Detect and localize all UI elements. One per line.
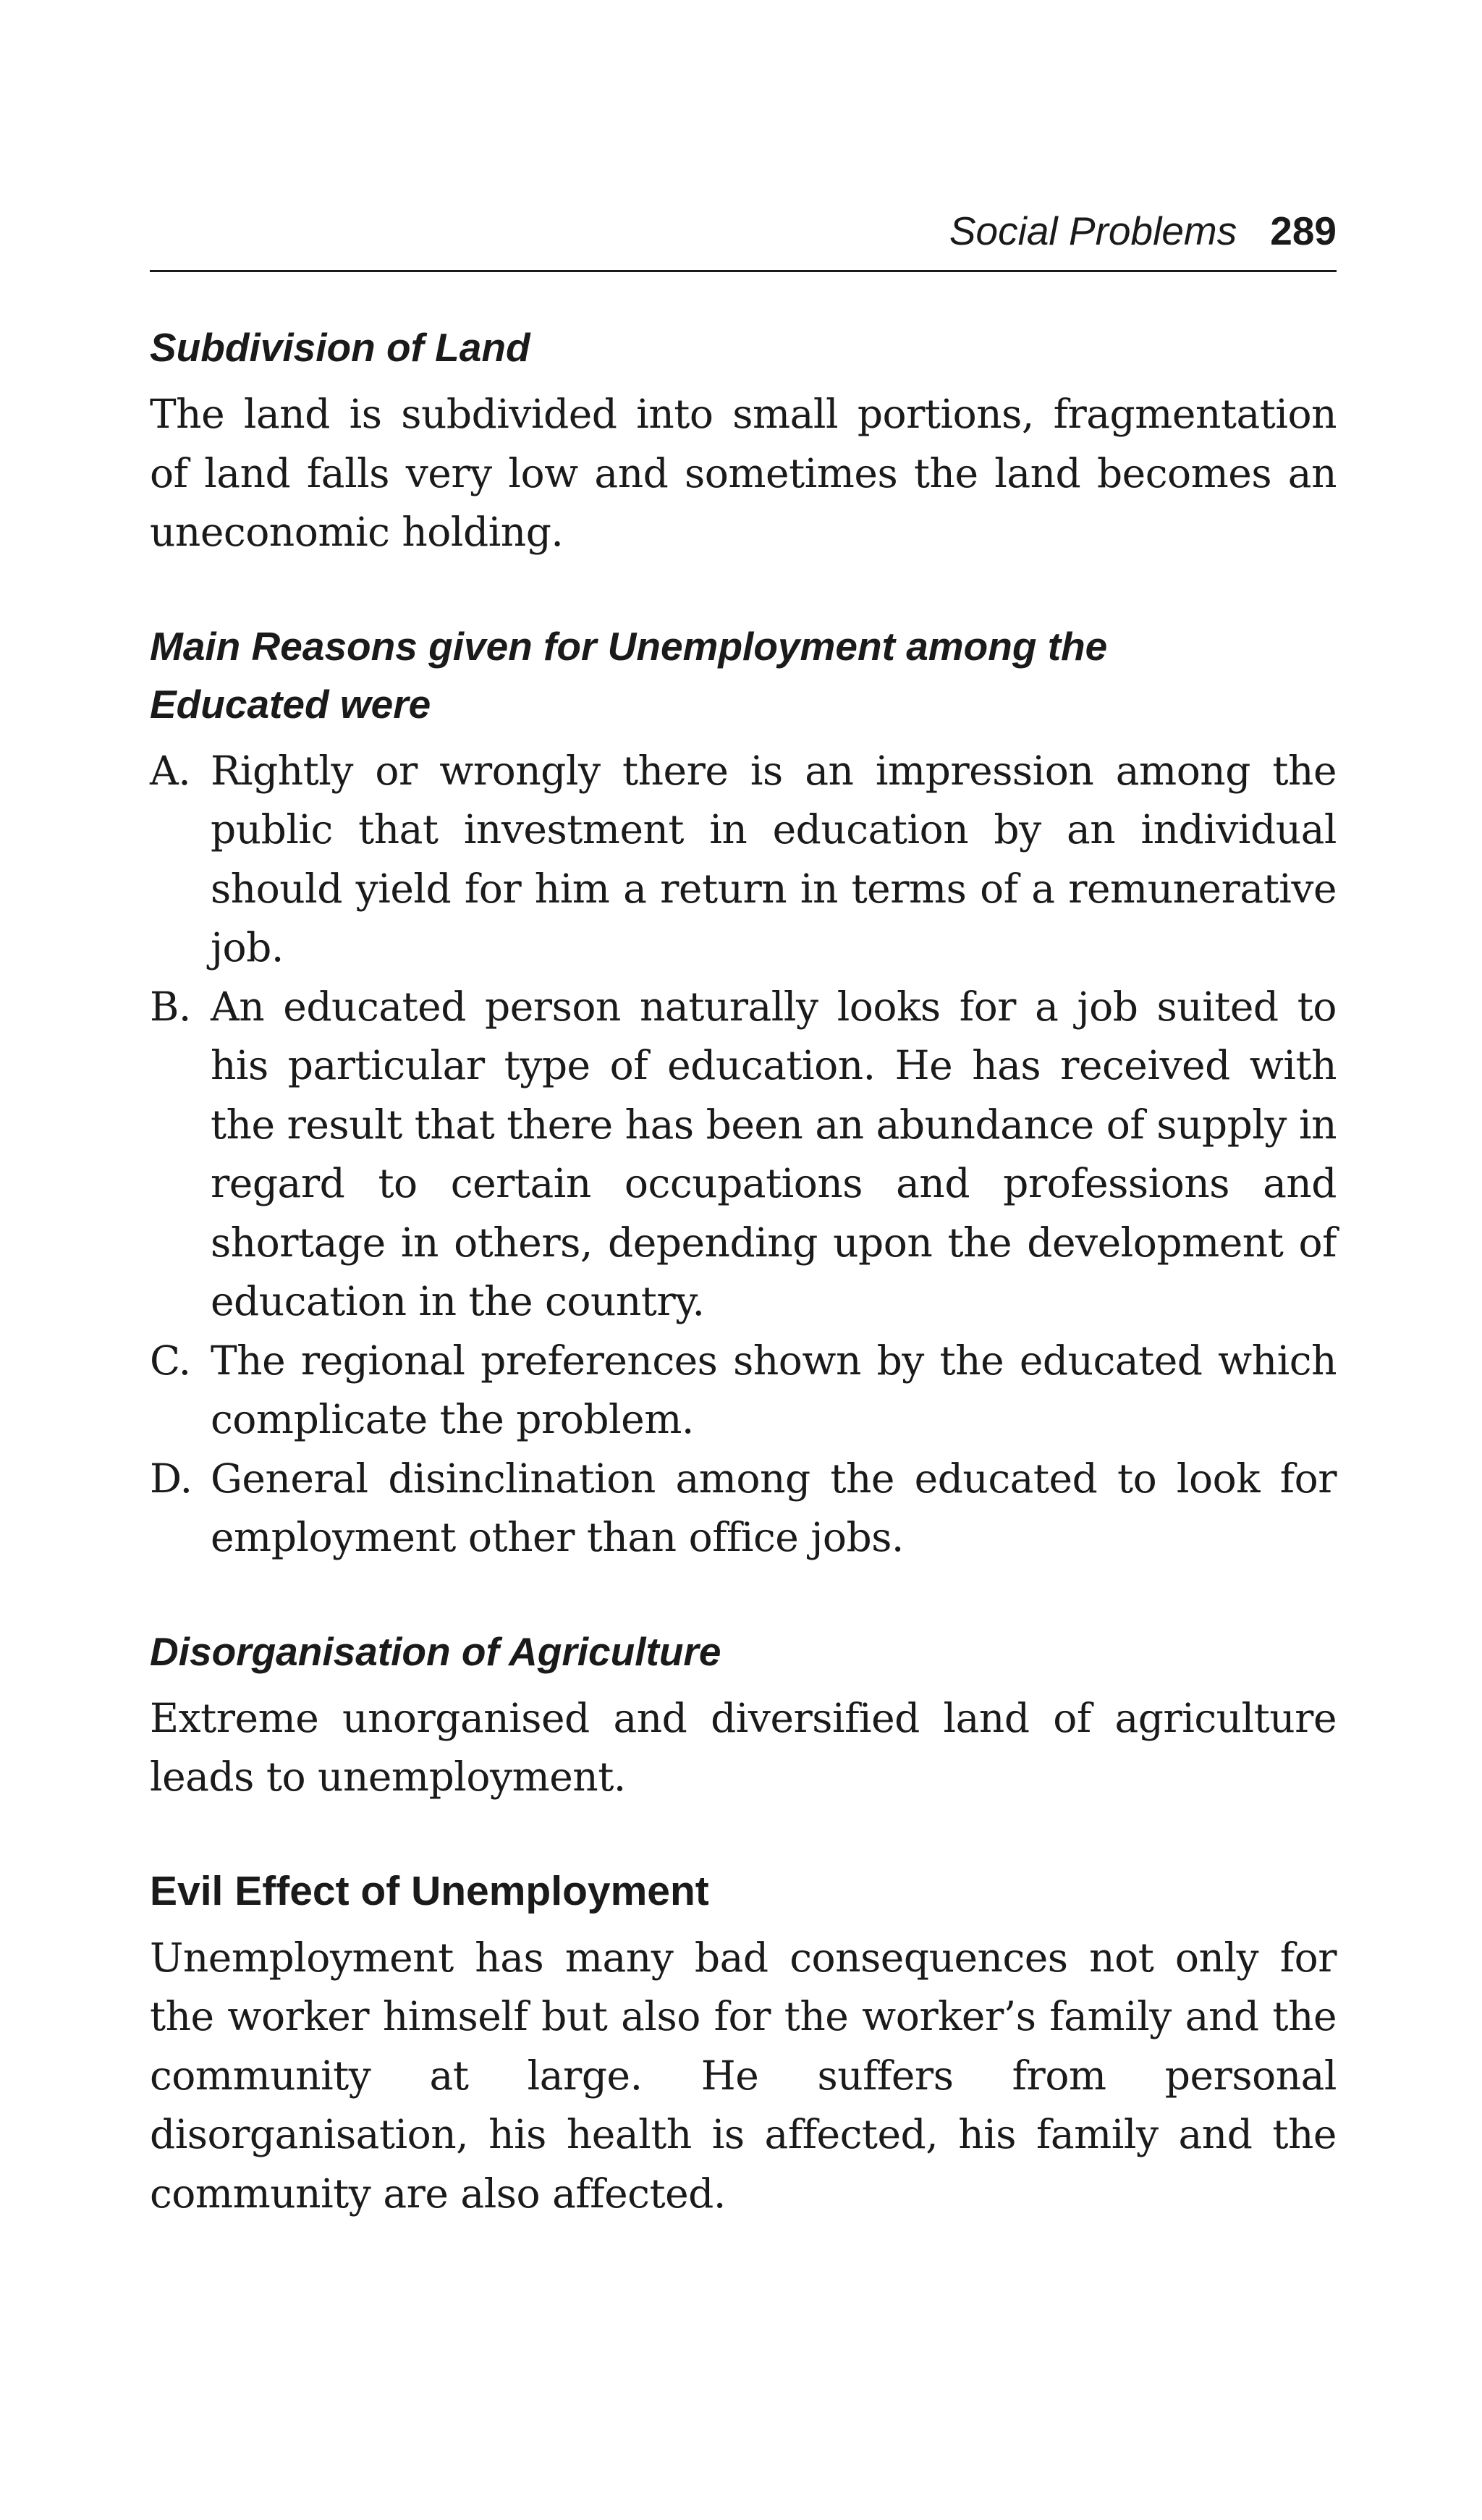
- list-item: [150, 742, 1337, 978]
- section-paragraph: Extreme unorganised and diversified land of agriculture leads to unemployment.: [150, 1694, 1337, 1800]
- section-heading: [150, 617, 1337, 733]
- list-item-text: General disinclination among the educated to look for employment other than office jobs.: [211, 1455, 1337, 1560]
- reasons-list: [150, 742, 1337, 1568]
- page-number: 289: [1270, 208, 1337, 253]
- section-main-reasons: [150, 617, 1337, 1568]
- section-evil-effect: [150, 1862, 1337, 2224]
- header-rule: [150, 270, 1337, 272]
- section-paragraph: Unemployment has many bad consequences not only for the worker himself but also for the worker’s family and the community at large. He suffers from personal disorganisation, his health is affected, his family and the community are also affected.: [150, 1934, 1337, 2217]
- list-marker: A.: [150, 747, 191, 794]
- section-subdivision-of-land: [150, 318, 1337, 562]
- section-heading-line: Main Reasons given for Unemployment among the: [150, 623, 1108, 669]
- list-item: [150, 1450, 1337, 1568]
- section-disorganisation-of-agriculture: [150, 1623, 1337, 1807]
- page-content: [150, 318, 1337, 2223]
- list-marker: C.: [150, 1337, 191, 1384]
- section-heading: Disorganisation of Agriculture: [150, 1628, 721, 1674]
- running-head: [949, 208, 1337, 253]
- list-marker: D.: [150, 1455, 192, 1502]
- list-item: [150, 1332, 1337, 1450]
- list-item: [150, 978, 1337, 1332]
- list-marker: B.: [150, 983, 191, 1030]
- list-item-text: Rightly or wrongly there is an impression among the public that investment in education by an individual should yield for him a return in terms of a remunerative job.: [211, 747, 1337, 971]
- section-paragraph: The land is subdivided into small portions, fragmentation of land falls very low and sometimes the land becomes an uneconomic holding.: [150, 391, 1337, 555]
- running-head-title: Social Problems: [949, 208, 1237, 253]
- section-heading-line: Educated were: [150, 681, 431, 727]
- section-heading: Subdivision of Land: [150, 325, 530, 370]
- list-item-text: The regional preferences shown by the educated which complicate the problem.: [211, 1337, 1337, 1442]
- list-item-text: An educated person naturally looks for a job suited to his particular type of education. He has received with the result that there has been an abundance of supply in regard to certain occupations and professions and shortage in others, depending upon the development of education in the country.: [211, 983, 1337, 1324]
- section-heading: Evil Effect of Unemployment: [150, 1867, 709, 1914]
